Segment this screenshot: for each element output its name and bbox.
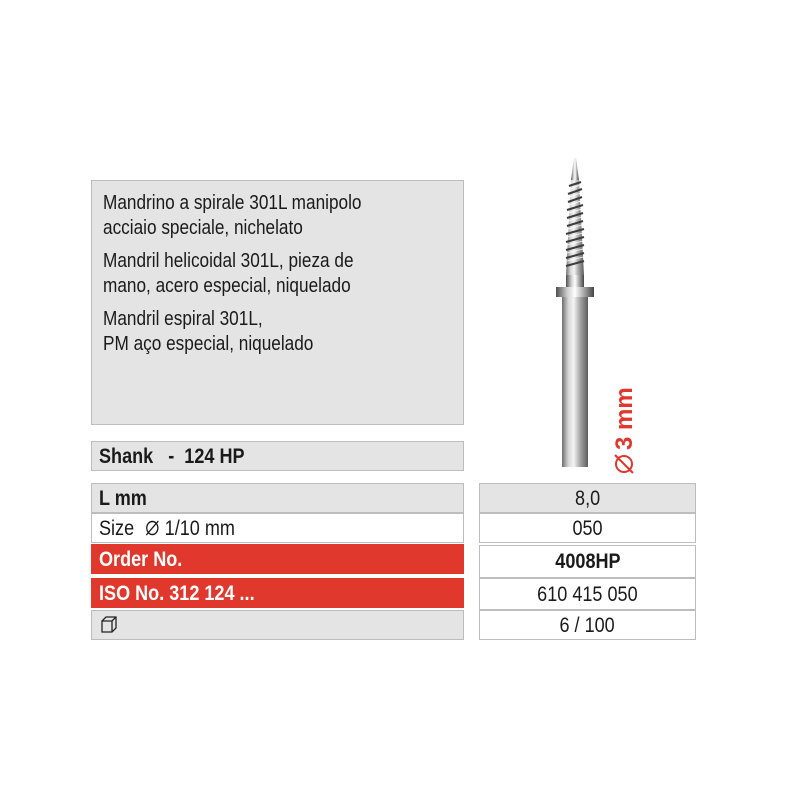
row-package-value: 6 / 100 xyxy=(479,610,696,640)
description-portuguese: Mandril espiral 301L, PM aço especial, niquelado xyxy=(103,308,314,355)
row-length-label: L mm xyxy=(91,483,464,513)
diameter-annotation xyxy=(602,356,642,476)
row-package-label xyxy=(91,610,464,640)
row-order-label: Order No. xyxy=(91,544,464,574)
row-iso-label: ISO No. 312 124 ... xyxy=(91,578,464,608)
row-size-value: 050 xyxy=(479,513,696,543)
package-box-icon xyxy=(99,615,119,635)
row-order-value: 4008HP xyxy=(479,545,696,578)
mandrel-product-image xyxy=(540,150,610,470)
product-description xyxy=(91,180,464,425)
description-spanish: Mandril helicoidal 301L, pieza de mano, acero especial, niquelado xyxy=(103,250,354,297)
diameter-icon xyxy=(144,519,159,537)
diameter-text: 3 mm xyxy=(611,387,638,450)
row-size-label: Size 1/10 mm xyxy=(91,513,464,543)
shank-label: Shank - 124 HP xyxy=(91,441,464,471)
description-italian: Mandrino a spirale 301L manipolo acciaio speciale, nichelato xyxy=(103,192,362,239)
row-iso-value: 610 415 050 xyxy=(479,578,696,610)
row-length-value: 8,0 xyxy=(479,483,696,513)
